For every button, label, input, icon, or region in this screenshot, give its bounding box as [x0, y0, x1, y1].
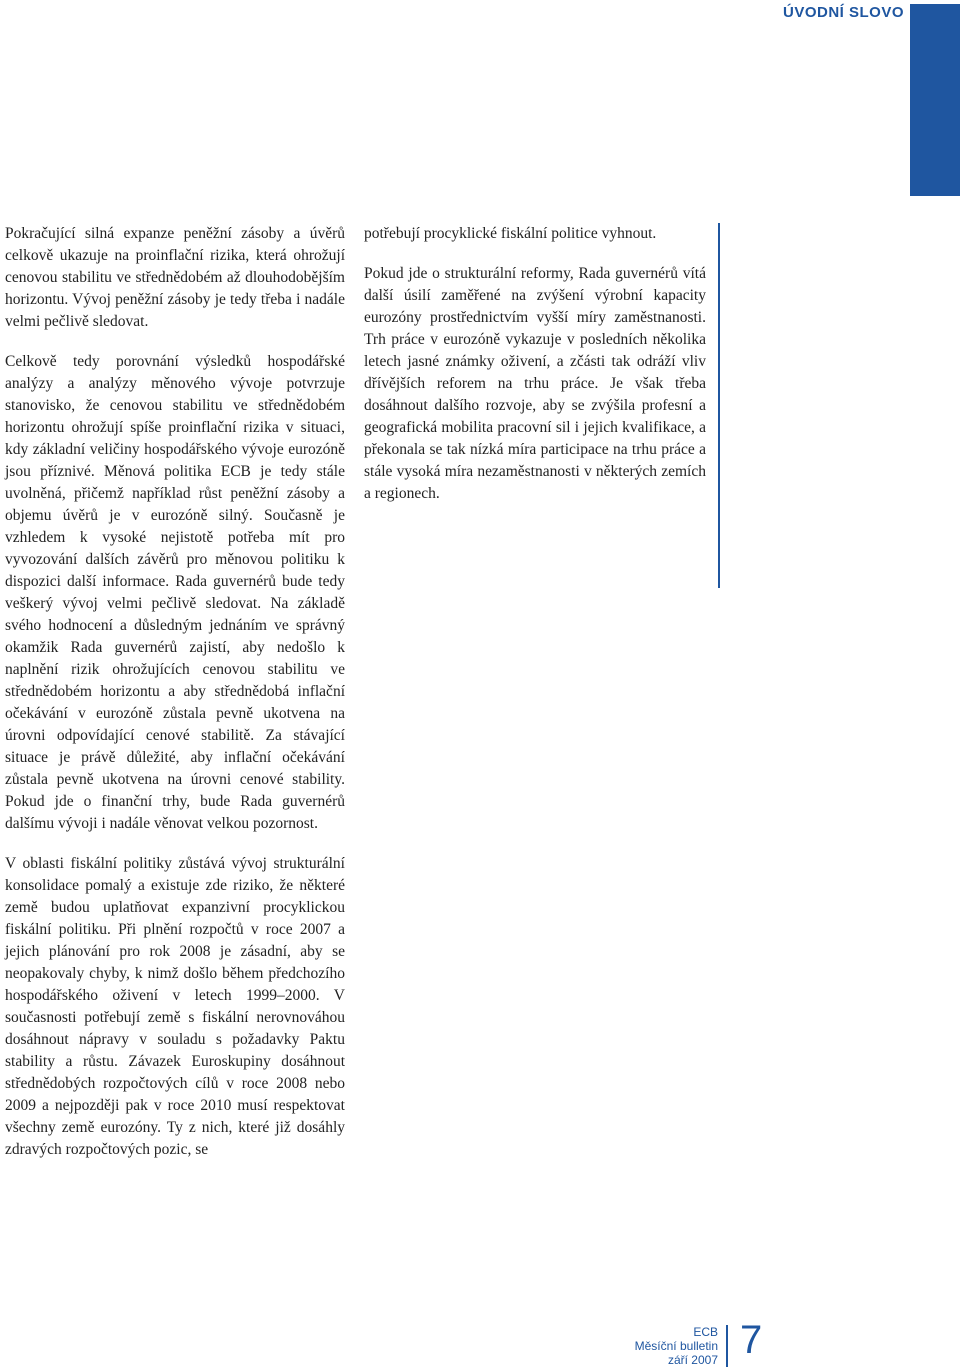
paragraph: Pokud jde o strukturální reformy, Rada guvernérů vítá další úsilí zaměřené na zvýšení výrobní kapacity eurozóny prostřednictvím vyšší míry zaměstnanosti. Trh práce v eurozóně vykazuje v posledních několika letech jasné známky oživení, a zčásti tak odráží vliv dřívějších reforem na trhu práce. Je však třeba dosáhnout dalšího rozvoje, aby se zvýšila profesní a geografická mobilita pracovní sil i jejich kvalifikace, a překonala se tak nízká míra participace na trhu práce a stále vysoká míra nezaměstnanosti v některých zemích a regionech.: [364, 265, 706, 502]
right-text-column: [364, 223, 706, 523]
section-tab-marker: [910, 4, 960, 196]
footer-divider: [726, 1325, 728, 1367]
paragraph: V oblasti fiskální politiky zůstává vývoj strukturální konsolidace pomalý a existuje zde riziko, že některé země budou uplatňovat expanzivní procyklickou fiskální politiku. Při plnění rozpočtů v roce 2007 a jejich plánování pro rok 2008 je zásadní, aby se neopakovaly chyby, k nimž došlo během předchozího hospodářského oživení v letech 1999–2000. V současnosti potřebují země s fiskální nerovnováhou dosáhnout nápravy v souladu s požadavky Paktu stability a růstu. Závazek Euroskupiny dosáhnout střednědobých rozpočtových cílů v roce 2008 nebo 2009 a nejpozději pak v roce 2010 musí respektovat všechny země eurozóny. Ty z nich, které již dosáhly zdravých rozpočtových pozic, se: [5, 855, 345, 1158]
paragraph: Pokračující silná expanze peněžní zásoby a úvěrů celkově ukazuje na proinflační rizika, která ohrožují cenovou stabilitu ve střednědobém až dlouhodobějším horizontu. Vývoj peněžní zásoby je tedy třeba i nadále velmi pečlivě sledovat.: [5, 225, 345, 330]
page-footer: [635, 1325, 718, 1367]
column-divider: [718, 223, 720, 588]
page-number: 7: [740, 1318, 763, 1362]
footer-publisher: ECB: [693, 1325, 718, 1339]
footer-publication: Měsíční bulletin: [634, 1339, 718, 1353]
footer-date: září 2007: [667, 1353, 718, 1367]
paragraph: potřebují procyklické fiskální politice vyhnout.: [364, 225, 657, 242]
left-text-column: [5, 223, 345, 1179]
paragraph: Celkově tedy porovnání výsledků hospodářské analýzy a analýzy měnového vývoje potvrzuje stanovisko, že cenovou stabilitu ve střednědobém horizontu ohrožují spíše proinflační rizika v situaci, kdy základní veličiny hospodářského vývoje eurozóně jsou příznivé. Měnová politika ECB je tedy stále uvolněná, přičemž například růst peněžní zásoby a objemu úvěrů je v eurozóně silný. Současně je vzhledem k vysoké nejistotě potřeba mít pro vyvozování dalších závěrů pro měnovou politiku k dispozici další informace. Rada guvernérů bude tedy veškerý vývoj velmi pečlivě sledovat. Na základě svého hodnocení a důsledným jednáním ve správný okamžik Rada guvernérů zajistí, aby nedošlo k naplnění rizik ohrožujících cenovou stabilitu ve střednědobém horizontu a aby střednědobá inflační očekávání v eurozóně zůstala pevně ukotvena na úrovni odpovídající cenové stabilitě. Za stávající situace je právě důležité, aby inflační očekávání zůstala pevně ukotvena na úrovni cenové stability. Pokud jde o finanční trhy, bude Rada guvernérů dalšímu vývoji i nadále věnovat velkou pozornost.: [5, 353, 345, 832]
section-title: ÚVODNÍ SLOVO: [782, 4, 904, 21]
